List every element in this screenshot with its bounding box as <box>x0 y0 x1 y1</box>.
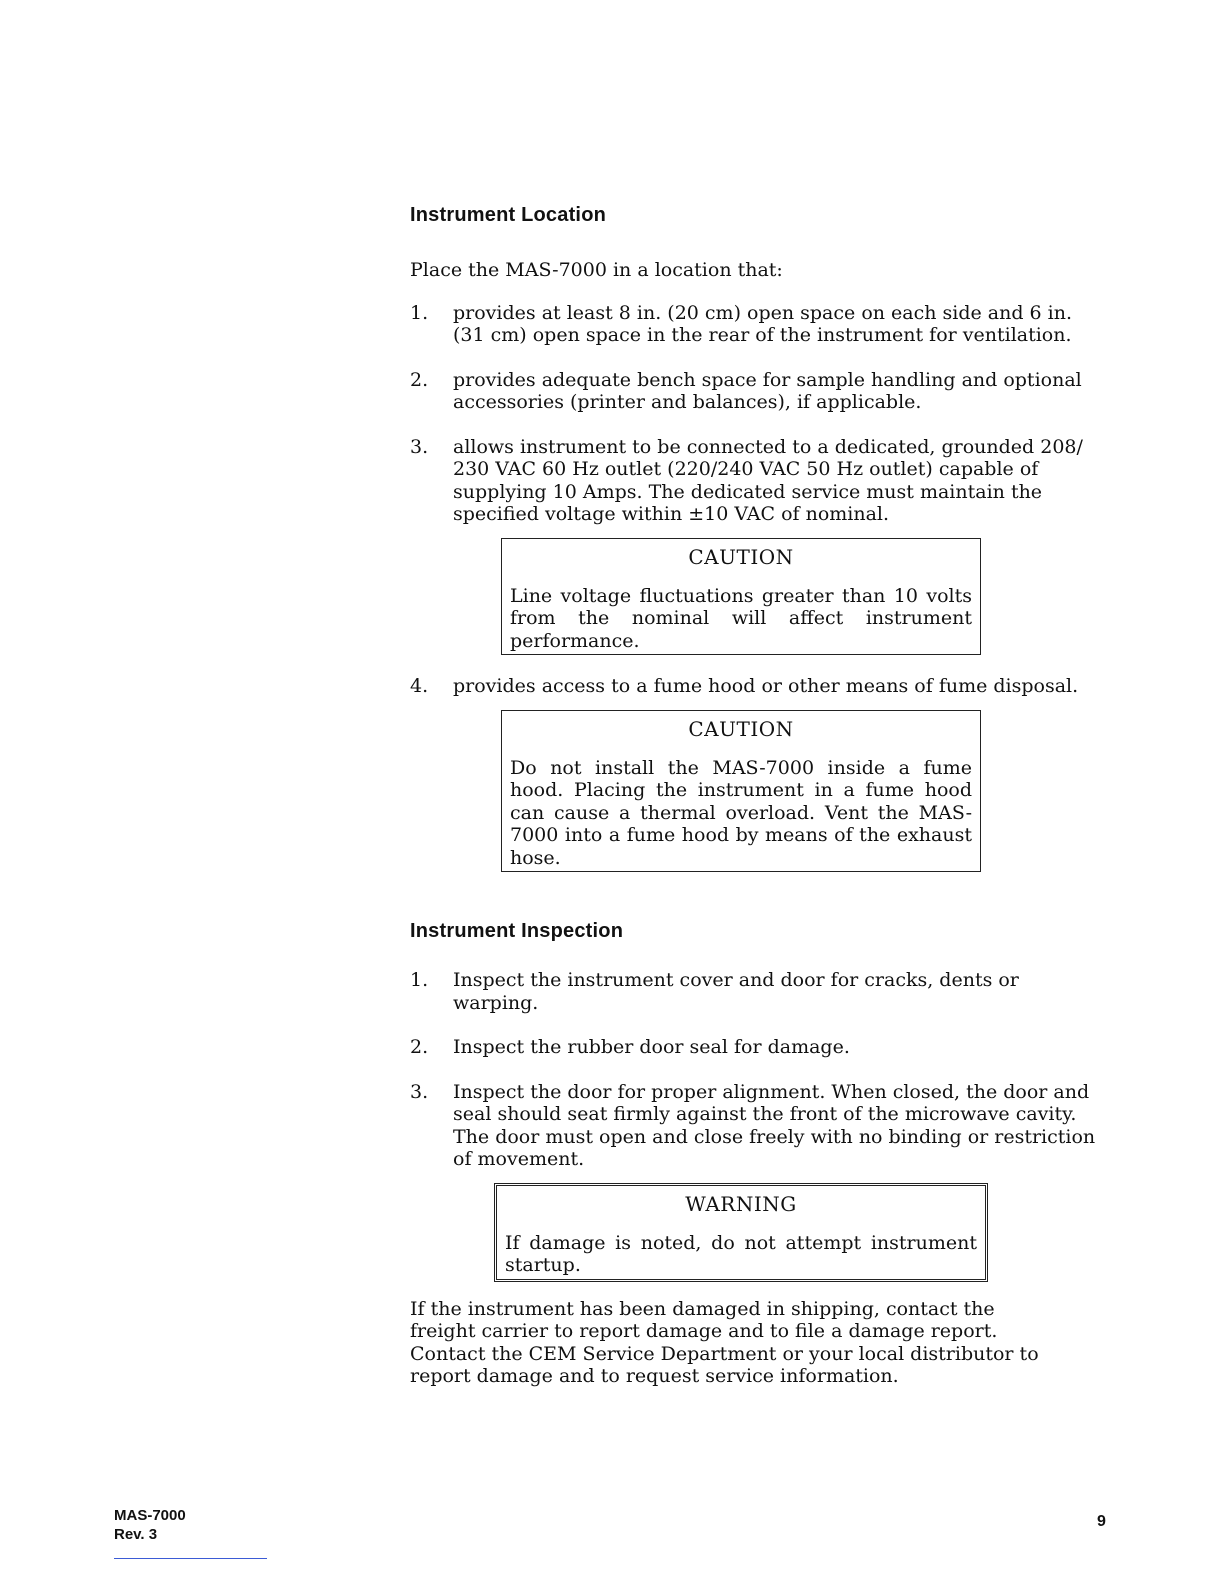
item-text: Inspect the instrument cover and door for cracks, dents or warping. <box>453 969 1019 1014</box>
item-text: provides at least 8 in. (20 cm) open space on each side and 6 in. (31 cm) open space in the rear of the instrument for ventilation. <box>453 301 1073 346</box>
location-list-continued <box>410 675 1090 698</box>
footer-divider <box>114 1558 267 1559</box>
warning-box <box>494 1183 988 1282</box>
item-number: 1. <box>410 969 429 991</box>
warning-text: If damage is noted, do not attempt instrument startup. <box>505 1231 977 1276</box>
inspection-list <box>410 969 1096 1171</box>
item-text: allows instrument to be connected to a dedicated, grounded 208/ 230 VAC 60 Hz outlet (220/240 VAC 50 Hz outlet) capable of supplying 10 Amps. The dedicated service must maintain the specified voltage within ±10 VAC of nominal. <box>453 435 1083 525</box>
caution-title: CAUTION <box>688 716 794 741</box>
item-number: 1. <box>410 301 429 324</box>
page-number: 9 <box>1097 1513 1106 1530</box>
list-item <box>410 1036 1093 1059</box>
item-number: 4. <box>410 675 429 697</box>
location-intro: Place the MAS-7000 in a location that: <box>410 259 783 281</box>
section-heading-location: Instrument Location <box>410 204 607 226</box>
location-list <box>410 302 1090 526</box>
footer-model: MAS-7000 <box>114 1507 186 1524</box>
item-text: Inspect the rubber door seal for damage. <box>453 1036 850 1058</box>
list-item <box>410 675 1113 698</box>
list-item <box>410 1081 1118 1171</box>
footer-revision: Rev. 3 <box>114 1526 158 1543</box>
item-number: 2. <box>410 368 429 391</box>
item-text: provides adequate bench space for sample handling and optional accessories (printer and balances), if applicable. <box>453 368 1082 413</box>
list-item <box>410 302 1083 347</box>
caution-text: Do not install the MAS-7000 inside a fume hood. Placing the instrument in a fume hood can cause a thermal overload. Vent the MAS-7000 into a fume hood by means of the exhaust hose. <box>510 756 972 869</box>
page-content <box>410 204 1096 1388</box>
section-heading-inspection: Instrument Inspection <box>410 920 624 942</box>
item-number: 2. <box>410 1036 429 1058</box>
list-item <box>410 369 1088 414</box>
item-number: 3. <box>410 435 429 458</box>
item-text: Inspect the door for proper alignment. When closed, the door and seal should seat firmly against the front of the microwave cavity. The door must open and close freely with no binding or restriction of movement. <box>453 1080 1096 1170</box>
item-text: provides access to a fume hood or other means of fume disposal. <box>453 675 1079 697</box>
item-number: 3. <box>410 1080 429 1103</box>
list-item <box>410 436 1098 526</box>
caution-box-voltage <box>501 538 981 656</box>
closing-paragraph: If the instrument has been damaged in shipping, contact the freight carrier to report damage and to file a damage report. Contact the CEM Service Department or your local distributor to report damage and to request service information. <box>410 1297 1039 1387</box>
caution-box-fume-hood <box>501 710 981 873</box>
list-item <box>410 969 1093 1014</box>
caution-text: Line voltage fluctuations greater than 10 volts from the nominal will affect instrument performance. <box>510 584 972 652</box>
caution-title: CAUTION <box>688 544 794 569</box>
footer-document-info <box>114 1506 186 1544</box>
warning-title: WARNING <box>685 1191 797 1216</box>
